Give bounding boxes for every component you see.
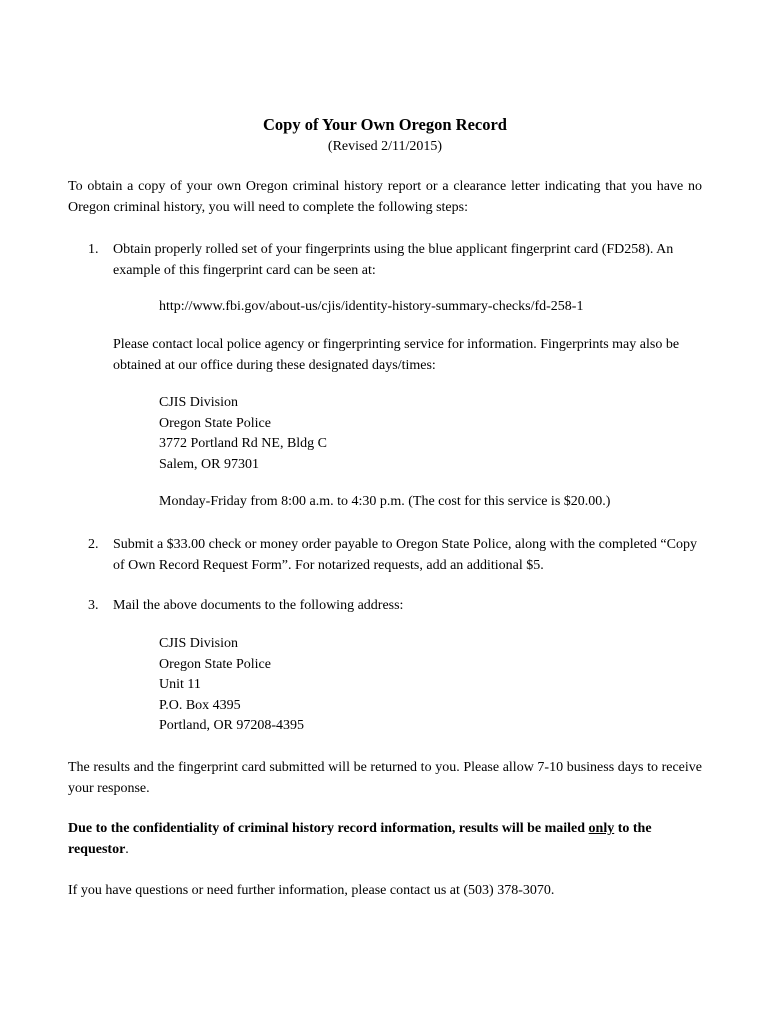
step-2-text: Submit a $33.00 check or money order payable to Oregon State Police, along with the completed “Copy of Own Record Request Form”. For notarized requests, add an additional $5.: [113, 537, 697, 573]
salem-office-address: [159, 393, 699, 475]
results-paragraph: The results and the fingerprint card submitted will be returned to you. Please allow 7-10 business days to receive your response.: [68, 760, 702, 796]
page-title: Copy of Your Own Oregon Record: [263, 115, 507, 134]
confidentiality-period: .: [125, 841, 129, 857]
fingerprint-card-link[interactable]: http://www.fbi.gov/about-us/cjis/identity-history-summary-checks/fd-258-1: [159, 299, 584, 314]
step-1-number: 1.: [88, 242, 99, 257]
address-line: CJIS Division: [159, 636, 238, 651]
confidentiality-text: Due to the confidentiality of criminal history record information, results will be mailed: [68, 821, 589, 836]
confidentiality-emphasis: only: [588, 821, 615, 836]
address-line: P.O. Box 4395: [159, 697, 241, 713]
address-line: 3772 Portland Rd NE, Bldg C: [159, 436, 328, 451]
confidentiality-notice: [68, 819, 702, 860]
step-1-note: Please contact local police agency or fingerprinting service for information. Fingerprints may also be obtained at our office during these designated days/times:: [113, 337, 680, 373]
address-line: Salem, OR 97301: [159, 456, 259, 472]
mailing-address: [159, 634, 699, 737]
address-line: Oregon State Police: [159, 656, 271, 672]
step-2-number: 2.: [88, 537, 99, 552]
address-line: Oregon State Police: [159, 415, 271, 431]
office-hours: Monday-Friday from 8:00 a.m. to 4:30 p.m. (The cost for this service is $20.00.): [159, 494, 611, 509]
contact-paragraph: If you have questions or need further information, please contact us at (503) 378-3070.: [68, 883, 555, 898]
confidentiality-text-end: to the requestor: [68, 821, 652, 857]
step-1-text: Obtain properly rolled set of your fingerprints using the blue applicant fingerprint card (FD258). An example of this fingerprint card can be seen at:: [113, 242, 674, 278]
address-line: CJIS Division: [159, 395, 238, 410]
step-3-text: Mail the above documents to the following address:: [113, 598, 404, 613]
revision-date: (Revised 2/11/2015): [327, 139, 443, 154]
address-line: Portland, OR 97208-4395: [159, 718, 305, 733]
step-3-number: 3.: [88, 598, 99, 613]
address-line: Unit 11: [159, 677, 201, 692]
intro-paragraph: To obtain a copy of your own Oregon criminal history report or a clearance letter indicating that you have no Oregon criminal history, you will need to complete the following steps:: [68, 179, 702, 215]
